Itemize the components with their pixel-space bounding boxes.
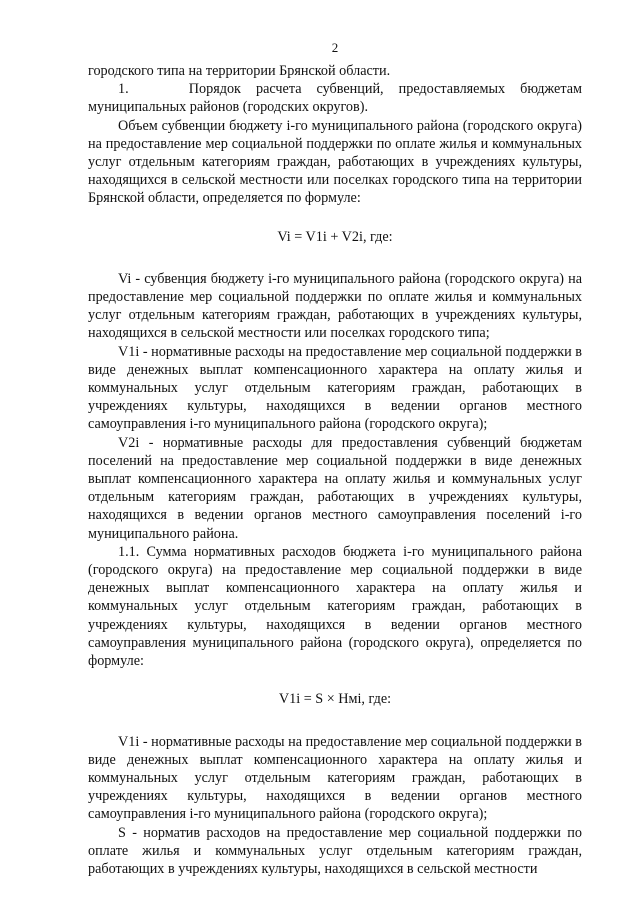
formula-v1i: V1i = S × Нмi, где: bbox=[278, 691, 392, 708]
paragraph: Объем субвенции бюджету i-го муниципального района (городского округа) на предоставление мер социальной поддержки по оплате жилья и коммунальных услуг отдельным категориям граждан, работающих в учреждениях культуры, находящихся в сельской местности или поселках городского типа на территории Брянской области, определяется по формуле: bbox=[88, 117, 582, 207]
definition-s: S - норматив расходов на предоставление мер социальной поддержки по оплате жилья и коммунальных услуг отдельным категориям граждан, работающих в учреждениях культуры, находящихся в сельской местности bbox=[88, 824, 582, 877]
formula-vi: Vi = V1i + V2i, где: bbox=[277, 228, 393, 245]
definition-v1i: V1i - нормативные расходы на предоставление мер социальной поддержки в виде денежных выплат компенсационного характера на оплату жилья и коммунальных услуг отдельным категориям граждан, работающих в учреждениях культуры, находящихся в ведении органов местного самоуправления i-го муниципального района (городского округа); bbox=[88, 343, 582, 433]
definition-v2i: V2i - нормативные расходы для предоставления субвенций бюджетам поселений на предоставление мер социальной поддержки в виде денежных выплат компенсационного характера на оплату жилья и коммунальных услуг отдельным категориям граждан, работающих в учреждениях культуры, находящихся в ведении органов местного самоуправления поселений i-го муниципального района. bbox=[88, 434, 582, 542]
subsection-1-1: 1.1. Сумма нормативных расходов бюджета i-го муниципального района (городского округа) на предоставление мер социальной поддержки в виде денежных выплат компенсационного характера на оплату жилья и коммунальных услуг отдельным категориям граждан, работающих в учреждениях культуры, находящихся в ведении органов местного самоуправления муниципального района (городского округа), определяется по формуле: bbox=[88, 543, 582, 670]
section-heading: 1. Порядок расчета субвенций, предоставляемых бюджетам муниципальных районов (городских округов). bbox=[88, 81, 582, 116]
paragraph: городского типа на территории Брянской области. bbox=[88, 63, 391, 79]
definition-vi: Vi - субвенция бюджету i-го муниципального района (городского округа) на предоставление мер социальной поддержки по оплате жилья и коммунальных услуг отдельным категориям граждан, работающих в учреждениях культуры, находящихся в сельской местности или поселках городского типа; bbox=[88, 270, 582, 342]
page-number: 2 bbox=[331, 40, 339, 55]
text-block-bottom bbox=[88, 733, 582, 879]
text-block-top bbox=[88, 62, 582, 208]
definition-v1i-repeat: V1i - нормативные расходы на предоставление мер социальной поддержки в виде денежных выплат компенсационного характера на оплату жилья и коммунальных услуг отдельным категориям граждан, работающих в учреждениях культуры, находящихся в ведении органов местного самоуправления i-го муниципального района (городского округа); bbox=[88, 733, 582, 823]
text-block-mid bbox=[88, 270, 582, 670]
